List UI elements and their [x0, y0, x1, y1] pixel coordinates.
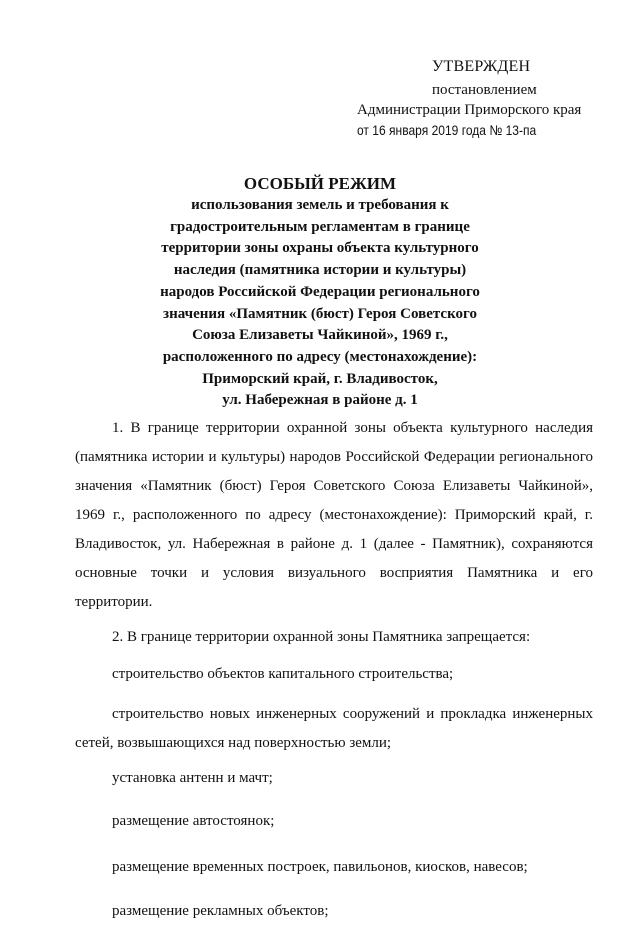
- heading-line: Союза Елизаветы Чайкиной», 1969 г.,: [192, 327, 448, 344]
- heading-line: народов Российской Федерации регионального: [160, 283, 480, 300]
- list-item: установка антенн и мачт;: [112, 770, 273, 786]
- heading-line: территории зоны охраны объекта культурного: [161, 240, 479, 257]
- paragraph-1: 1. В границе территории охранной зоны объекта культурного наследия (памятника истории и культуры) народов Российской Федерации регионального значения «Памятник (бюст) Героя Советского Союза Елизаветы Чайкиной», 1969 г., расположенного по адресу (местонахождение): Приморский край, г. Владивосток, ул. Набережная в районе д. 1 (далее - Памятник), сохраняются основные точки и условия визуального восприятия Памятника и его территории.: [75, 420, 593, 610]
- approval-line-authority: Администрации Приморского края: [357, 102, 582, 118]
- heading-line: использования земель и требования к: [191, 197, 449, 213]
- heading-line: ул. Набережная в районе д. 1: [222, 392, 418, 409]
- list-item: строительство объектов капитального строительства;: [112, 666, 454, 682]
- approval-line-date-number: от 16 января 2019 года № 13-па: [357, 122, 537, 138]
- list-item: размещение автостоянок;: [112, 813, 275, 829]
- list-item: размещение временных построек, павильонов, киосков, навесов;: [112, 859, 528, 875]
- heading-line: наследия (памятника истории и культуры): [173, 262, 467, 279]
- heading-line: значения «Памятник (бюст) Героя Советского: [163, 305, 477, 322]
- list-item: строительство новых инженерных сооружений и прокладка инженерных сетей, возвышающихся над поверхностью земли;: [75, 706, 593, 751]
- list-item: размещение рекламных объектов;: [112, 903, 329, 919]
- document-title: ОСОБЫЙ РЕЖИМ: [243, 174, 397, 193]
- paragraph-2: 2. В границе территории охранной зоны Памятника запрещается:: [112, 629, 531, 645]
- heading-line: расположенного по адресу (местонахождение):: [162, 348, 478, 365]
- approval-title: УТВЕРЖДЕН: [432, 58, 531, 75]
- approval-line-resolution: постановлением: [432, 82, 537, 98]
- document-body: [75, 414, 593, 926]
- heading-line: Приморский край, г. Владивосток,: [202, 370, 438, 387]
- heading-line: градостроительным регламентам в границе: [170, 218, 470, 235]
- document-heading: [0, 173, 640, 412]
